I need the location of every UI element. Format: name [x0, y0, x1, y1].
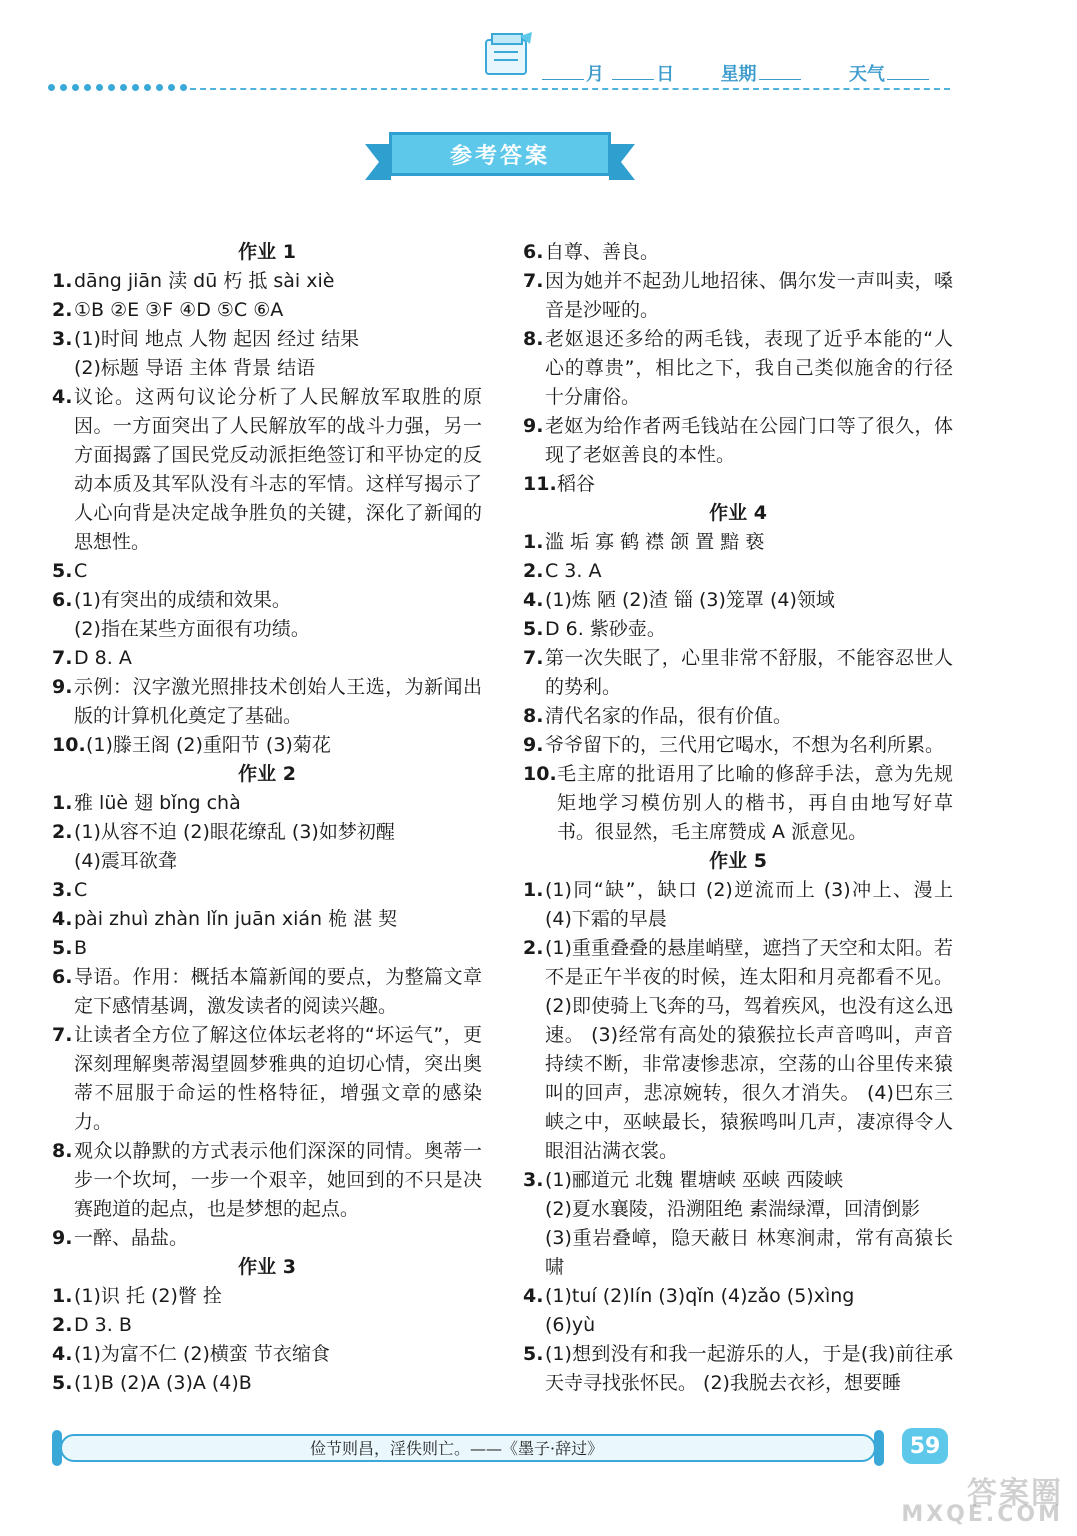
answer-text: (1)滕王阁 (2)重阳节 (3)菊花: [86, 734, 331, 756]
answer-item: [52, 557, 482, 586]
answer-item: [52, 644, 482, 673]
answer-text: 老妪退还多给的两毛钱，表现了近乎本能的“人心的尊贵”，相比之下，我自己类似施舍的行径十分庸俗。: [545, 328, 953, 408]
answer-item: [52, 615, 482, 644]
answer-text: pài zhuì zhàn lǐn juān xián 桅 湛 契: [74, 908, 398, 930]
answer-text: (2)标题 导语 主体 背景 结语: [74, 357, 316, 379]
answer-item: [523, 1224, 953, 1282]
answer-number: 2.: [52, 1314, 73, 1336]
left-column: [52, 238, 482, 1398]
answer-item: [523, 615, 953, 644]
answer-text: C: [74, 879, 88, 901]
answer-item: [523, 238, 953, 267]
answer-item: [523, 1282, 953, 1311]
answer-text: 因为她并不起劲儿地招徕、偶尔发一声叫卖，嗓音是沙哑的。: [545, 270, 953, 321]
answer-text: (3)重岩叠嶂，隐天蔽日 林寒涧肃，常有高猿长啸: [545, 1227, 953, 1278]
answer-text: (1)为富不仁 (2)横蛮 节衣缩食: [74, 1343, 330, 1365]
answer-text: (1)炼 陋 (2)渣 锱 (3)笼罩 (4)领域: [545, 589, 835, 611]
answer-text: B: [74, 937, 88, 959]
answer-text: (1)同“缺”，缺口 (2)逆流而上 (3)冲上、漫上 (4)下霜的早晨: [545, 879, 953, 930]
date-line: [540, 60, 931, 86]
answer-text: 爷爷留下的，三代用它喝水，不想为名利所累。: [545, 734, 945, 756]
answer-number: 1.: [523, 531, 544, 553]
answer-number: 1.: [52, 270, 73, 292]
page-header: [0, 0, 1077, 110]
answer-number: [523, 1195, 545, 1224]
answer-number: 5.: [52, 937, 73, 959]
watermark-url: MXQE.COM: [901, 1502, 1063, 1527]
answer-item: [52, 296, 482, 325]
answer-item: [52, 354, 482, 383]
answer-number: 2.: [523, 937, 544, 959]
answer-item: [52, 325, 482, 354]
answer-number: 1.: [52, 792, 73, 814]
answer-number: 8.: [523, 705, 544, 727]
answer-text: 让读者全方位了解这位体坛老将的“坏运气”，更深刻理解奥蒂渴望圆梦雅典的迫切心情，突出奥蒂不屈服于命运的性格特征，增强文章的感染力。: [74, 1024, 482, 1133]
answer-text: C: [74, 560, 88, 582]
answer-number: 9.: [523, 415, 544, 437]
watermark-logo: 答案圈: [967, 1476, 1063, 1511]
answer-text: (2)夏水襄陵，沿溯阻绝 素湍绿潭，回清倒影: [545, 1198, 920, 1220]
answer-number: 6.: [52, 589, 73, 611]
answer-number: 5.: [52, 560, 73, 582]
answer-text: 滥 垢 寡 鹤 襟 颌 置 黯 亵: [545, 531, 765, 553]
answer-number: 4.: [52, 1343, 73, 1365]
footer-motto: 俭节则昌，淫佚则亡。——《墨子·辞过》: [310, 1439, 604, 1458]
answer-item: [523, 470, 953, 499]
answer-number: [523, 1224, 545, 1282]
answer-number: 7.: [523, 270, 544, 292]
dot-divider: [48, 84, 187, 91]
answer-number: 7.: [52, 1024, 73, 1046]
answer-text: (4)震耳欲聋: [74, 850, 177, 872]
answer-text: 示例：汉字激光照排技术创始人王选，为新闻出版的计算机化奠定了基础。: [74, 676, 482, 727]
answer-item: [523, 731, 953, 760]
answer-number: [523, 1311, 545, 1340]
answer-text: 稻谷: [557, 473, 596, 495]
answer-item: [523, 528, 953, 557]
answer-number: [52, 354, 74, 383]
answer-number: [52, 615, 74, 644]
month-label: 月: [586, 64, 604, 85]
answer-item: [52, 383, 482, 557]
answer-number: [52, 847, 74, 876]
answer-number: 9.: [52, 1227, 73, 1249]
answer-item: [523, 267, 953, 325]
answer-item: [523, 644, 953, 702]
answer-item: [52, 963, 482, 1021]
answer-text: (1)tuí (2)lín (3)qǐn (4)zǎo (5)xìng: [545, 1285, 855, 1307]
day-label: 日: [656, 64, 675, 85]
answer-item: [52, 905, 482, 934]
answer-number: 4.: [523, 589, 544, 611]
answer-number: 5.: [523, 618, 544, 640]
answer-text: dāng jiān 渎 dū 朽 抵 sài xiè: [74, 270, 335, 292]
answer-text: (1)有突出的成绩和效果。: [74, 589, 291, 611]
answer-number: 4.: [52, 386, 73, 408]
page-number: 59: [902, 1428, 948, 1464]
answer-text: D 6. 紫砂壶。: [545, 618, 666, 640]
answer-number: 4.: [52, 908, 73, 930]
answer-item: [52, 1021, 482, 1137]
answer-text: (1)郦道元 北魏 瞿塘峡 巫峡 西陵峡: [545, 1169, 844, 1191]
answer-item: [523, 760, 953, 847]
answer-item: [523, 412, 953, 470]
answer-number: 4.: [523, 1285, 544, 1307]
section-title: 作业 4: [709, 502, 767, 524]
section-title: 作业 5: [709, 850, 767, 872]
answer-text: D 3. B: [74, 1314, 132, 1336]
answer-text: (1)识 托 (2)瞥 拴: [74, 1285, 222, 1307]
answer-text: 观众以静默的方式表示他们深深的同情。奥蒂一步一个坎坷，一步一个艰辛，她回到的不只是决赛跑道的起点，也是梦想的起点。: [74, 1140, 482, 1220]
answer-number: 1.: [523, 879, 544, 901]
answer-item: [523, 876, 953, 934]
answer-item: [52, 1311, 482, 1340]
answer-text: (6)yù: [545, 1314, 596, 1336]
answer-number: 7.: [523, 647, 544, 669]
answer-number: 8.: [523, 328, 544, 350]
answer-number: 5.: [52, 1372, 73, 1394]
answer-text: 自尊、善良。: [545, 241, 660, 263]
answer-item: [52, 818, 482, 847]
answer-text: ①B ②E ③F ④D ⑤C ⑥A: [74, 299, 284, 321]
answer-number: 11.: [523, 473, 557, 495]
answer-number: 6.: [52, 966, 73, 988]
answer-number: 10.: [523, 763, 557, 785]
weather-label: 天气: [848, 64, 885, 85]
answer-number: 2.: [52, 299, 73, 321]
answer-number: 3.: [523, 1169, 544, 1191]
answer-text: (1)从容不迫 (2)眼花缭乱 (3)如梦初醒: [74, 821, 395, 843]
answer-item: [523, 934, 953, 1166]
answer-text: 一醉、晶盐。: [74, 1227, 189, 1249]
answer-number: 9.: [52, 676, 73, 698]
answer-text: (1)想到没有和我一起游乐的人，于是(我)前往承天寺寻找张怀民。 (2)我脱去衣衫，想要睡: [545, 1343, 953, 1394]
answer-number: 6.: [523, 241, 544, 263]
answer-item: [52, 586, 482, 615]
answer-number: 10.: [52, 734, 86, 756]
answer-item: [52, 1369, 482, 1398]
answer-text: 毛主席的批语用了比喻的修辞手法，意为先规矩地学习模仿别人的楷书，再自由地写好草书。很显然，毛主席赞成 A 派意见。: [557, 763, 953, 843]
answer-number: 3.: [52, 879, 73, 901]
answer-number: 7.: [52, 647, 73, 669]
answer-item: [523, 586, 953, 615]
answer-item: [523, 1311, 953, 1340]
answer-item: [52, 876, 482, 905]
answer-item: [52, 789, 482, 818]
answer-item: [52, 673, 482, 731]
answer-text: 议论。这两句议论分析了人民解放军取胜的原因。一方面突出了人民解放军的战斗力强，另一方面揭露了国民党反动派拒绝签订和平协定的反动本质及其军队没有斗志的军情。这样写揭示了人心向背是决定战争胜负的关键，深化了新闻的思想性。: [74, 386, 482, 553]
answer-item: [523, 1195, 953, 1224]
answer-item: [523, 1340, 953, 1398]
answer-text: (2)指在某些方面很有功绩。: [74, 618, 310, 640]
answer-item: [52, 731, 482, 760]
answer-number: 2.: [523, 560, 544, 582]
answer-banner: [365, 132, 635, 182]
answer-item: [52, 267, 482, 296]
answer-item: [52, 934, 482, 963]
dashed-divider: [190, 88, 950, 90]
answer-item: [523, 702, 953, 731]
answer-item: [52, 847, 482, 876]
section-title: 作业 2: [238, 763, 296, 785]
answer-text: (1)时间 地点 人物 起因 经过 结果: [74, 328, 360, 350]
answer-text: (1)重重叠叠的悬崖峭壁，遮挡了天空和太阳。若不是正午半夜的时候，连太阳和月亮都看不见。 (2)即使骑上飞奔的马，驾着疾风，也没有这么迅速。 (3)经常有高处的猿猴拉长声音鸣叫，声音持续不断，非常凄惨悲凉，空荡的山谷里传来猿叫的回声，悲凉婉转，很久才消失。 (4)巴东三峡之中，巫峡最长，猿猴鸣叫几声，凄凉得令人眼泪沾满衣裳。: [545, 937, 953, 1162]
section-title: 作业 1: [238, 241, 296, 263]
answer-item: [52, 1137, 482, 1224]
notebook-icon: [482, 30, 536, 78]
answer-item: [523, 1166, 953, 1195]
banner-title: 参考答案: [389, 132, 611, 176]
answer-text: 老妪为给作者两毛钱站在公园门口等了很久，体现了老妪善良的本性。: [545, 415, 953, 466]
answer-item: [52, 1224, 482, 1253]
answer-text: 导语。作用：概括本篇新闻的要点，为整篇文章定下感情基调，激发读者的阅读兴趣。: [74, 966, 482, 1017]
answer-number: 3.: [52, 328, 73, 350]
answer-text: C 3. A: [545, 560, 602, 582]
answer-number: 8.: [52, 1140, 73, 1162]
answer-item: [523, 557, 953, 586]
answer-text: D 8. A: [74, 647, 132, 669]
answer-item: [52, 1340, 482, 1369]
section-title: 作业 3: [238, 1256, 296, 1278]
answer-number: 2.: [52, 821, 73, 843]
answer-item: [523, 325, 953, 412]
right-column: [523, 238, 953, 1398]
answer-number: 1.: [52, 1285, 73, 1307]
answer-number: 9.: [523, 734, 544, 756]
answer-item: [52, 1282, 482, 1311]
answer-text: 清代名家的作品，很有价值。: [545, 705, 793, 727]
answer-number: 5.: [523, 1343, 544, 1365]
answer-text: 第一次失眠了，心里非常不舒服，不能容忍世人的势利。: [545, 647, 953, 698]
answer-text: (1)B (2)A (3)A (4)B: [74, 1372, 252, 1394]
weekday-label: 星期: [720, 64, 757, 85]
answer-text: 雅 lüè 翅 bǐng chà: [74, 792, 241, 814]
